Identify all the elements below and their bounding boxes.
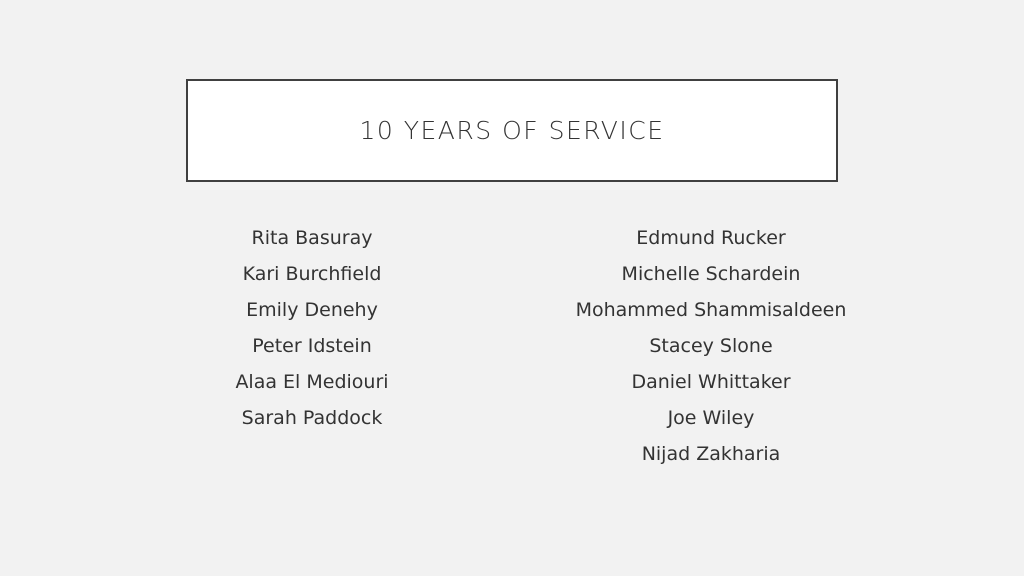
name-item: Sarah Paddock [241,407,383,429]
name-item: Edmund Rucker [636,227,786,249]
name-item: Rita Basuray [251,227,373,249]
name-item: Peter Idstein [252,335,372,357]
name-item: Kari Burchfield [242,263,382,285]
name-item: Stacey Slone [649,335,773,357]
name-item: Emily Denehy [246,299,378,321]
name-item: Daniel Whittaker [631,371,791,393]
right-name-list [556,220,866,472]
name-item: Nijad Zakharia [641,443,781,465]
title-box [186,79,838,182]
slide-title: 10 YEARS OF SERVICE [359,116,665,145]
name-item: Alaa El Mediouri [235,371,389,393]
name-item: Michelle Schardein [621,263,801,285]
name-item: Joe Wiley [667,407,755,429]
left-name-list [162,220,462,436]
name-item: Mohammed Shammisaldeen [575,299,847,321]
